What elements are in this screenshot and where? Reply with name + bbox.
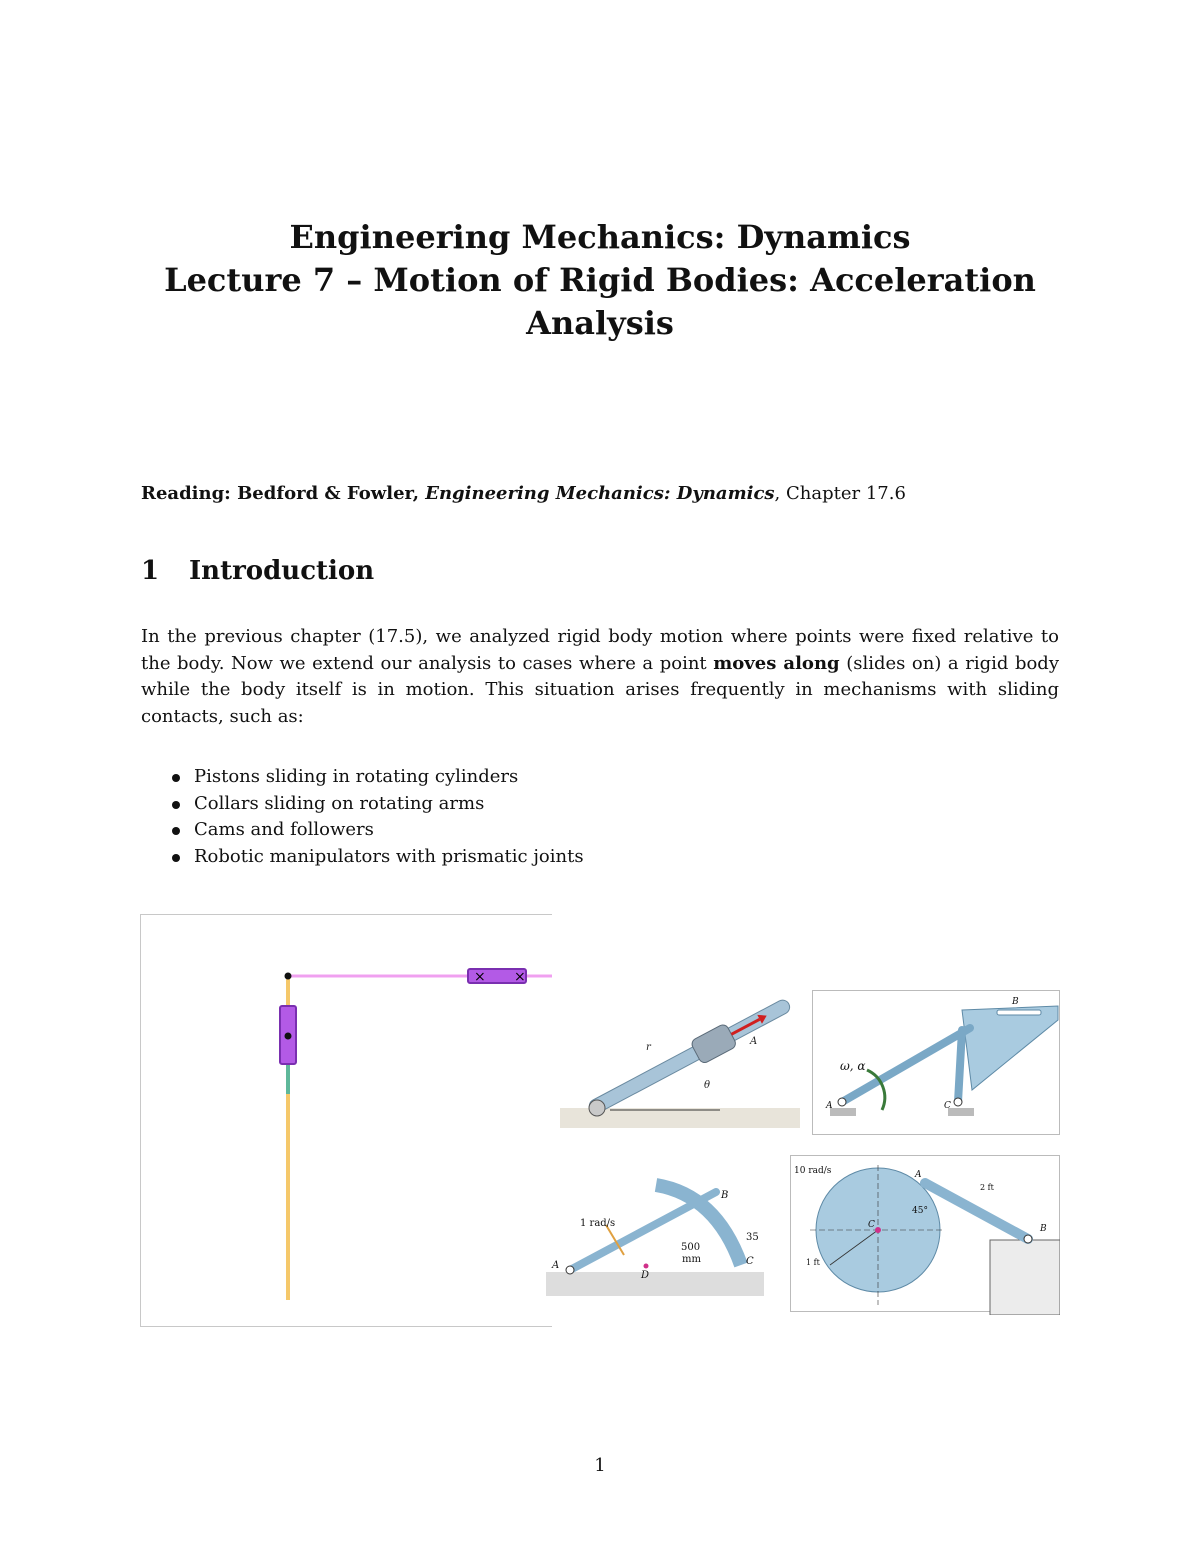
label-a: A xyxy=(750,1036,758,1047)
point-d xyxy=(644,1264,649,1269)
document-title-line-3: Analysis xyxy=(526,304,674,342)
section-title: Introduction xyxy=(189,556,375,586)
dimension-35: 35 xyxy=(746,1232,759,1243)
collar-point xyxy=(285,1033,292,1040)
intro-text-part2: (slides on) a rigid body while the body itself is in motion. This situation arises frequently in mechanisms with sliding contacts, such as: xyxy=(141,652,1059,727)
curved-slot-figure xyxy=(546,1160,764,1298)
intro-bold-phrase: moves along xyxy=(713,652,840,674)
list-item: Cams and followers xyxy=(170,817,584,844)
label-r: r xyxy=(646,1042,651,1053)
ground xyxy=(546,1272,764,1296)
reading-book-title: Engineering Mechanics: Dynamics xyxy=(425,483,775,504)
label-c: C xyxy=(746,1256,754,1267)
reading-reference xyxy=(141,483,906,504)
distance-label: 500 xyxy=(681,1242,701,1253)
reading-label: Reading: Bedford & Fowler, xyxy=(141,483,419,504)
pivot-point xyxy=(285,973,292,980)
angle-label: 45° xyxy=(912,1206,928,1216)
label-a: A xyxy=(826,1101,833,1111)
length-label: 2 ft xyxy=(980,1183,994,1192)
sliding-collar-diagram xyxy=(140,914,552,1328)
intro-text-part1: In the previous chapter (17.5), we analyzed rigid body motion where points were fixed relative to the body. Now we extend our analysis to cases where a point xyxy=(141,626,1059,674)
intro-paragraph xyxy=(141,624,1059,730)
pin-b xyxy=(1024,1235,1032,1243)
section-number: 1 xyxy=(141,556,160,586)
label-a: A xyxy=(915,1170,922,1180)
list-item: Robotic manipulators with prismatic joints xyxy=(170,844,584,871)
label-b: B xyxy=(1012,997,1019,1007)
label-b: B xyxy=(721,1190,729,1201)
examples-list xyxy=(170,764,584,870)
collar-on-rotating-bar-figure xyxy=(560,990,800,1140)
label-d: D xyxy=(641,1270,650,1281)
rocker-arm xyxy=(958,1030,962,1102)
reading-chapter: , Chapter 17.6 xyxy=(774,483,906,504)
document-title-line-1: Engineering Mechanics: Dynamics xyxy=(289,218,911,256)
label-b: B xyxy=(1040,1224,1047,1234)
pin-c xyxy=(954,1098,962,1106)
label-c: C xyxy=(868,1220,875,1230)
ground-support-a xyxy=(830,1108,856,1116)
label-c: C xyxy=(944,1101,951,1111)
ground-support-c xyxy=(948,1108,974,1116)
plate-slot xyxy=(997,1010,1041,1015)
label-theta: θ xyxy=(704,1080,711,1091)
rate-label: 10 rad/s xyxy=(794,1166,832,1176)
linkage-plate-figure xyxy=(812,990,1060,1135)
step-block xyxy=(990,1240,1060,1315)
unit-label: mm xyxy=(682,1254,701,1265)
list-item: Pistons sliding in rotating cylinders xyxy=(170,764,584,791)
marker-x-icon: × xyxy=(474,969,486,985)
marker-x-icon: × xyxy=(514,969,526,985)
center-point xyxy=(875,1227,881,1233)
pin-a xyxy=(838,1098,846,1106)
rate-label: 1 rad/s xyxy=(580,1218,616,1229)
page-number: 1 xyxy=(594,1455,606,1476)
radius-label: 1 ft xyxy=(806,1258,820,1267)
pin-a xyxy=(566,1266,574,1274)
section-heading xyxy=(141,556,374,586)
list-item: Collars sliding on rotating arms xyxy=(170,791,584,818)
label-a: A xyxy=(552,1260,560,1271)
pivot-pin xyxy=(589,1100,605,1116)
document-title-line-2: Lecture 7 – Motion of Rigid Bodies: Acceleration xyxy=(164,261,1036,299)
disk-bar-figure xyxy=(790,1155,1060,1315)
omega-alpha-label: ω, α xyxy=(840,1059,866,1073)
